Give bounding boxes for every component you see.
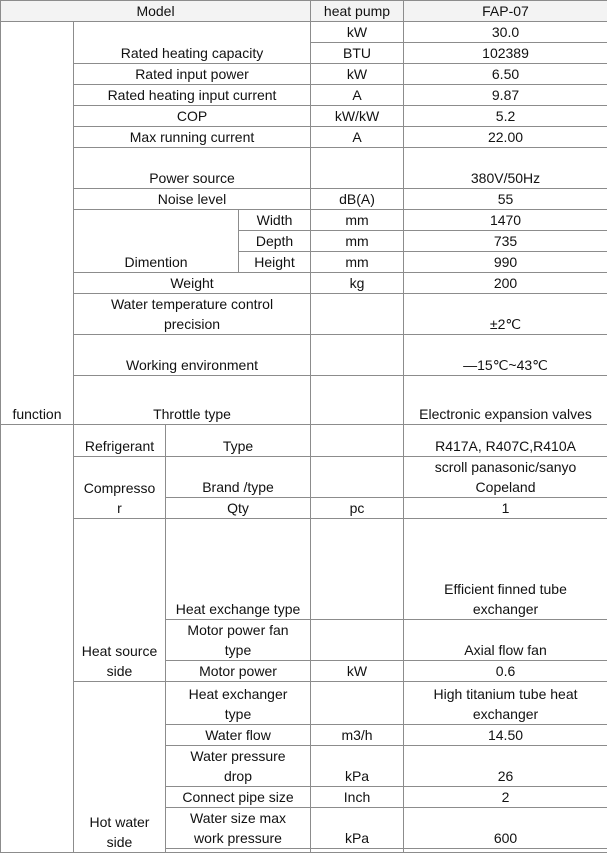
width-label: Width	[239, 210, 311, 231]
table-row	[1, 519, 607, 620]
motor-power-fan-type-value: Axial flow fan	[404, 620, 607, 661]
connect-pipe-size-unit: Inch	[311, 787, 404, 808]
hot-water-side-group-label: Hot water side	[74, 682, 166, 853]
table-row	[1, 425, 607, 457]
kw-unit: kW	[311, 22, 404, 43]
water-temp-control-value: ±2℃	[404, 294, 607, 335]
height-unit: mm	[311, 252, 404, 273]
compressor-brand-value: scroll panasonic/sanyo Copeland	[404, 457, 607, 498]
dimension-label: Dimention	[74, 210, 239, 273]
water-size-max-work-pressure-value: 600	[404, 808, 607, 849]
water-flow-unit: m3/h	[311, 725, 404, 746]
heat-exchange-type-label: Heat exchange type	[166, 519, 311, 620]
cop-label: COP	[74, 106, 311, 127]
trailing-cell	[311, 849, 404, 853]
throttle-type-unit	[311, 376, 404, 425]
weight-value: 200	[404, 273, 607, 294]
function-group-label: function	[1, 22, 74, 425]
compressor-qty-unit: pc	[311, 498, 404, 519]
water-pressure-drop-label: Water pressure drop	[166, 746, 311, 787]
compressor-qty-value: 1	[404, 498, 607, 519]
rated-heating-capacity-label: Rated heating capacity	[74, 22, 311, 64]
throttle-type-label: Throttle type	[74, 376, 311, 425]
refrigerant-unit	[311, 425, 404, 457]
water-flow-label: Water flow	[166, 725, 311, 746]
model-value: FAP-07	[404, 1, 607, 22]
motor-power-value: 0.6	[404, 661, 607, 682]
rated-input-power-label: Rated input power	[74, 64, 311, 85]
table-row	[1, 335, 607, 376]
trailing-cell	[166, 849, 311, 853]
depth-unit: mm	[311, 231, 404, 252]
throttle-type-value: Electronic expansion valves	[404, 376, 607, 425]
btu-value: 102389	[404, 43, 607, 64]
compressor-brand-label: Brand /type	[166, 457, 311, 498]
table-row	[1, 273, 607, 294]
heat-exchange-type-unit	[311, 519, 404, 620]
btu-unit: BTU	[311, 43, 404, 64]
power-source-unit	[311, 148, 404, 189]
rated-heating-input-current-value: 9.87	[404, 85, 607, 106]
kw-value: 30.0	[404, 22, 607, 43]
table-row	[1, 148, 607, 189]
table-row	[1, 127, 607, 148]
trailing-cell	[404, 849, 607, 853]
width-value: 1470	[404, 210, 607, 231]
heat-source-side-group-label: Heat source side	[74, 519, 166, 682]
table-row	[1, 106, 607, 127]
power-source-value: 380V/50Hz	[404, 148, 607, 189]
noise-level-label: Noise level	[74, 189, 311, 210]
depth-value: 735	[404, 231, 607, 252]
empty-group-cell	[1, 425, 74, 853]
cop-unit: kW/kW	[311, 106, 404, 127]
working-environment-label: Working environment	[74, 335, 311, 376]
water-flow-value: 14.50	[404, 725, 607, 746]
table-row	[1, 85, 607, 106]
compressor-brand-unit	[311, 457, 404, 498]
heat-exchanger-type-unit	[311, 682, 404, 725]
weight-unit: kg	[311, 273, 404, 294]
water-size-max-work-pressure-unit: kPa	[311, 808, 404, 849]
working-environment-unit	[311, 335, 404, 376]
heat-exchange-type-value: Efficient finned tube exchanger	[404, 519, 607, 620]
height-label: Height	[239, 252, 311, 273]
motor-power-fan-type-unit	[311, 620, 404, 661]
table-row	[1, 22, 607, 43]
max-running-current-label: Max running current	[74, 127, 311, 148]
height-value: 990	[404, 252, 607, 273]
heat-exchanger-type-label: Heat exchanger type	[166, 682, 311, 725]
connect-pipe-size-value: 2	[404, 787, 607, 808]
heat-exchanger-type-value: High titanium tube heat exchanger	[404, 682, 607, 725]
water-pressure-drop-value: 26	[404, 746, 607, 787]
noise-level-value: 55	[404, 189, 607, 210]
motor-power-fan-type-label: Motor power fan type	[166, 620, 311, 661]
model-header: Model	[1, 1, 311, 22]
power-source-label: Power source	[74, 148, 311, 189]
table-row	[1, 189, 607, 210]
connect-pipe-size-label: Connect pipe size	[166, 787, 311, 808]
water-pressure-drop-unit: kPa	[311, 746, 404, 787]
table-row	[1, 376, 607, 425]
compressor-group-label: Compresso r	[74, 457, 166, 519]
water-size-max-work-pressure-label: Water size max work pressure	[166, 808, 311, 849]
depth-label: Depth	[239, 231, 311, 252]
refrigerant-type-label: Type	[166, 425, 311, 457]
table-row	[1, 457, 607, 498]
header-row	[1, 1, 607, 22]
table-row	[1, 64, 607, 85]
table-row	[1, 294, 607, 335]
rated-heating-input-current-unit: A	[311, 85, 404, 106]
table-row	[1, 682, 607, 725]
table-row	[1, 210, 607, 231]
water-temp-control-unit	[311, 294, 404, 335]
noise-level-unit: dB(A)	[311, 189, 404, 210]
weight-label: Weight	[74, 273, 311, 294]
cop-value: 5.2	[404, 106, 607, 127]
rated-heating-input-current-label: Rated heating input current	[74, 85, 311, 106]
compressor-qty-label: Qty	[166, 498, 311, 519]
max-running-current-value: 22.00	[404, 127, 607, 148]
motor-power-unit: kW	[311, 661, 404, 682]
working-environment-value: —15℃~43℃	[404, 335, 607, 376]
width-unit: mm	[311, 210, 404, 231]
refrigerant-group-label: Refrigerant	[74, 425, 166, 457]
water-temp-control-label: Water temperature control precision	[74, 294, 311, 335]
rated-input-power-value: 6.50	[404, 64, 607, 85]
max-running-current-unit: A	[311, 127, 404, 148]
heat-pump-header: heat pump	[311, 1, 404, 22]
motor-power-label: Motor power	[166, 661, 311, 682]
refrigerant-value: R417A, R407C,R410A	[404, 425, 607, 457]
rated-input-power-unit: kW	[311, 64, 404, 85]
